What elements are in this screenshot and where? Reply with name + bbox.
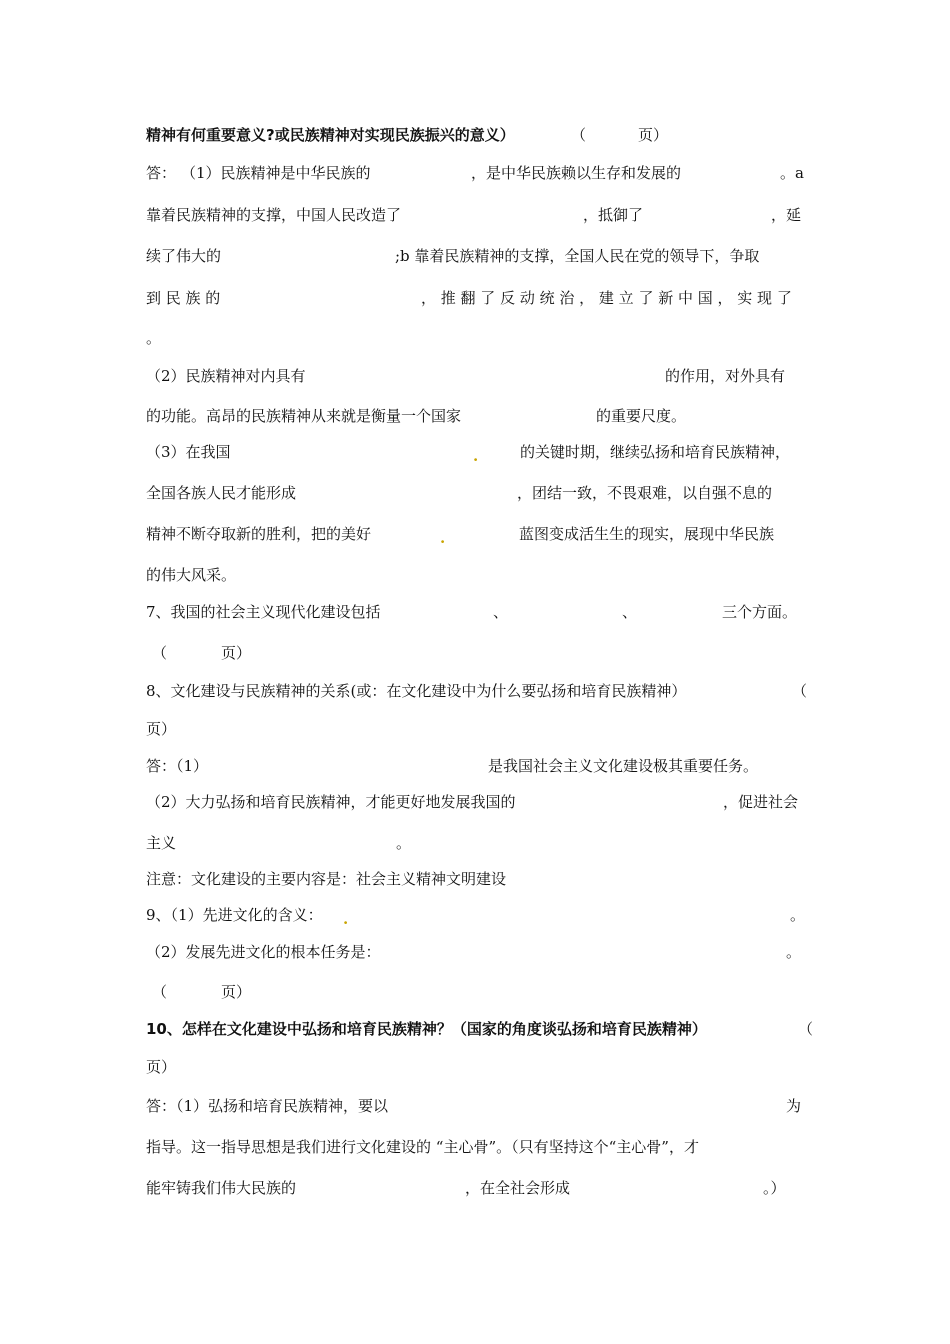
- q6-a1-s7: 续了伟大的: [146, 247, 222, 265]
- q6-a1-s6: ，延: [771, 206, 802, 224]
- q10-page-close: 页）: [146, 1058, 177, 1076]
- q8-a1-tail: 是我国社会主义文化建设极其重要任务。: [488, 757, 759, 775]
- q9-end-2: 。: [786, 943, 802, 961]
- q6-a3-s6: 蓝图变成活生生的现实，展现中华民族: [519, 525, 775, 543]
- q10-a1-s6: 。）: [763, 1179, 786, 1197]
- q10-page-open: （: [798, 1020, 814, 1038]
- q6-a1-s5: ，抵御了: [583, 206, 644, 224]
- q6-a3-mark-2: .: [440, 529, 446, 547]
- q10-a1-s4: 能牢铸我们伟大民族的: [146, 1179, 297, 1197]
- q8-note: 注意：文化建设的主要内容是：社会主义精神文明建设: [146, 870, 507, 888]
- q7-question: 7、我国的社会主义现代化建设包括: [146, 603, 381, 621]
- q9-end-1: 。: [790, 906, 806, 924]
- q6-a1-s4: 靠着民族精神的支撑，中国人民改造了: [146, 206, 402, 224]
- q7-page-open: （: [152, 644, 168, 662]
- q6-a3-s1: （3）在我国: [146, 443, 231, 461]
- q9-sub-1: 9、（1）先进文化的含义：: [146, 906, 323, 924]
- q8-page-open: （: [792, 682, 808, 700]
- q10-a1-s2: 为: [786, 1097, 802, 1115]
- q8-answer-label: 答：（1）: [146, 757, 209, 775]
- q6-a1-s3: 。a: [780, 164, 804, 182]
- q6-a1-s10: ， 推 翻 了 反 动 统 治 ， 建 立 了 新 中 国 ， 实 现 了: [421, 289, 792, 307]
- q9-page-open: （: [152, 983, 168, 1001]
- q6-page-close: 页）: [638, 126, 669, 144]
- q8-a2-s2: ，促进社会: [723, 793, 799, 811]
- q6-a1-s9: 到 民 族 的: [146, 289, 221, 307]
- q8-a2-s3: 主义: [146, 834, 177, 852]
- q10-a1-s3: 指导。这一指导思想是我们进行文化建设的 “主心骨”。（只有坚持这个“主心骨”，才: [146, 1138, 699, 1156]
- q6-a3-s4: ，团结一致，不畏艰难，以自强不息的: [517, 484, 773, 502]
- q10-a1-s5: ，在全社会形成: [465, 1179, 571, 1197]
- q6-a3-s3: 全国各族人民才能形成: [146, 484, 297, 502]
- q6-a1-s11: 。: [146, 329, 162, 347]
- q6-a3-s5: 精神不断夺取新的胜利，把的美好: [146, 525, 372, 543]
- q7-page-close: 页）: [221, 644, 252, 662]
- q9-page-close: 页）: [221, 983, 252, 1001]
- q7-separator-1: 、: [493, 603, 509, 621]
- q9-sub-2: （2）发展先进文化的根本任务是：: [146, 943, 381, 961]
- q8-a2-s1: （2）大力弘扬和培育民族精神，才能更好地发展我国的: [146, 793, 516, 811]
- q6-a1-s1: （1）民族精神是中华民族的: [181, 164, 371, 182]
- q6-title: 精神有何重要意义?或民族精神对实现民族振兴的意义）: [146, 126, 515, 144]
- q6-a2-s2: 的作用，对外具有: [665, 367, 786, 385]
- q6-a2-s4: 的重要尺度。: [596, 407, 687, 425]
- q6-a3-mark-1: .: [473, 447, 479, 465]
- q6-answer-label: 答：: [146, 164, 177, 182]
- q10-a1-s1: 答：（1）弘扬和培育民族精神，要以: [146, 1097, 389, 1115]
- q10-title: 10、怎样在文化建设中弘扬和培育民族精神？（国家的角度谈弘扬和培育民族精神）: [146, 1020, 707, 1038]
- q8-question: 8、文化建设与民族精神的关系(或：在文化建设中为什么要弘扬和培育民族精神）: [146, 682, 687, 700]
- q6-a3-s2: 的关键时期，继续弘扬和培育民族精神，: [520, 443, 791, 461]
- q6-a2-s3: 的功能。高昂的民族精神从来就是衡量一个国家: [146, 407, 462, 425]
- q6-a1-s2: ，是中华民族赖以生存和发展的: [471, 164, 682, 182]
- q9-mark: .: [343, 910, 349, 928]
- q8-page-close: 页）: [146, 720, 177, 738]
- q8-a2-s4: 。: [396, 834, 412, 852]
- q6-a2-s1: （2）民族精神对内具有: [146, 367, 306, 385]
- q6-a3-s7: 的伟大风采。: [146, 566, 237, 584]
- q7-separator-2: 、: [622, 603, 638, 621]
- q6-page-open: （: [571, 126, 587, 144]
- q7-tail: 三个方面。: [722, 603, 798, 621]
- q6-a1-s8: ;b 靠着民族精神的支撑，全国人民在党的领导下，争取: [395, 247, 760, 265]
